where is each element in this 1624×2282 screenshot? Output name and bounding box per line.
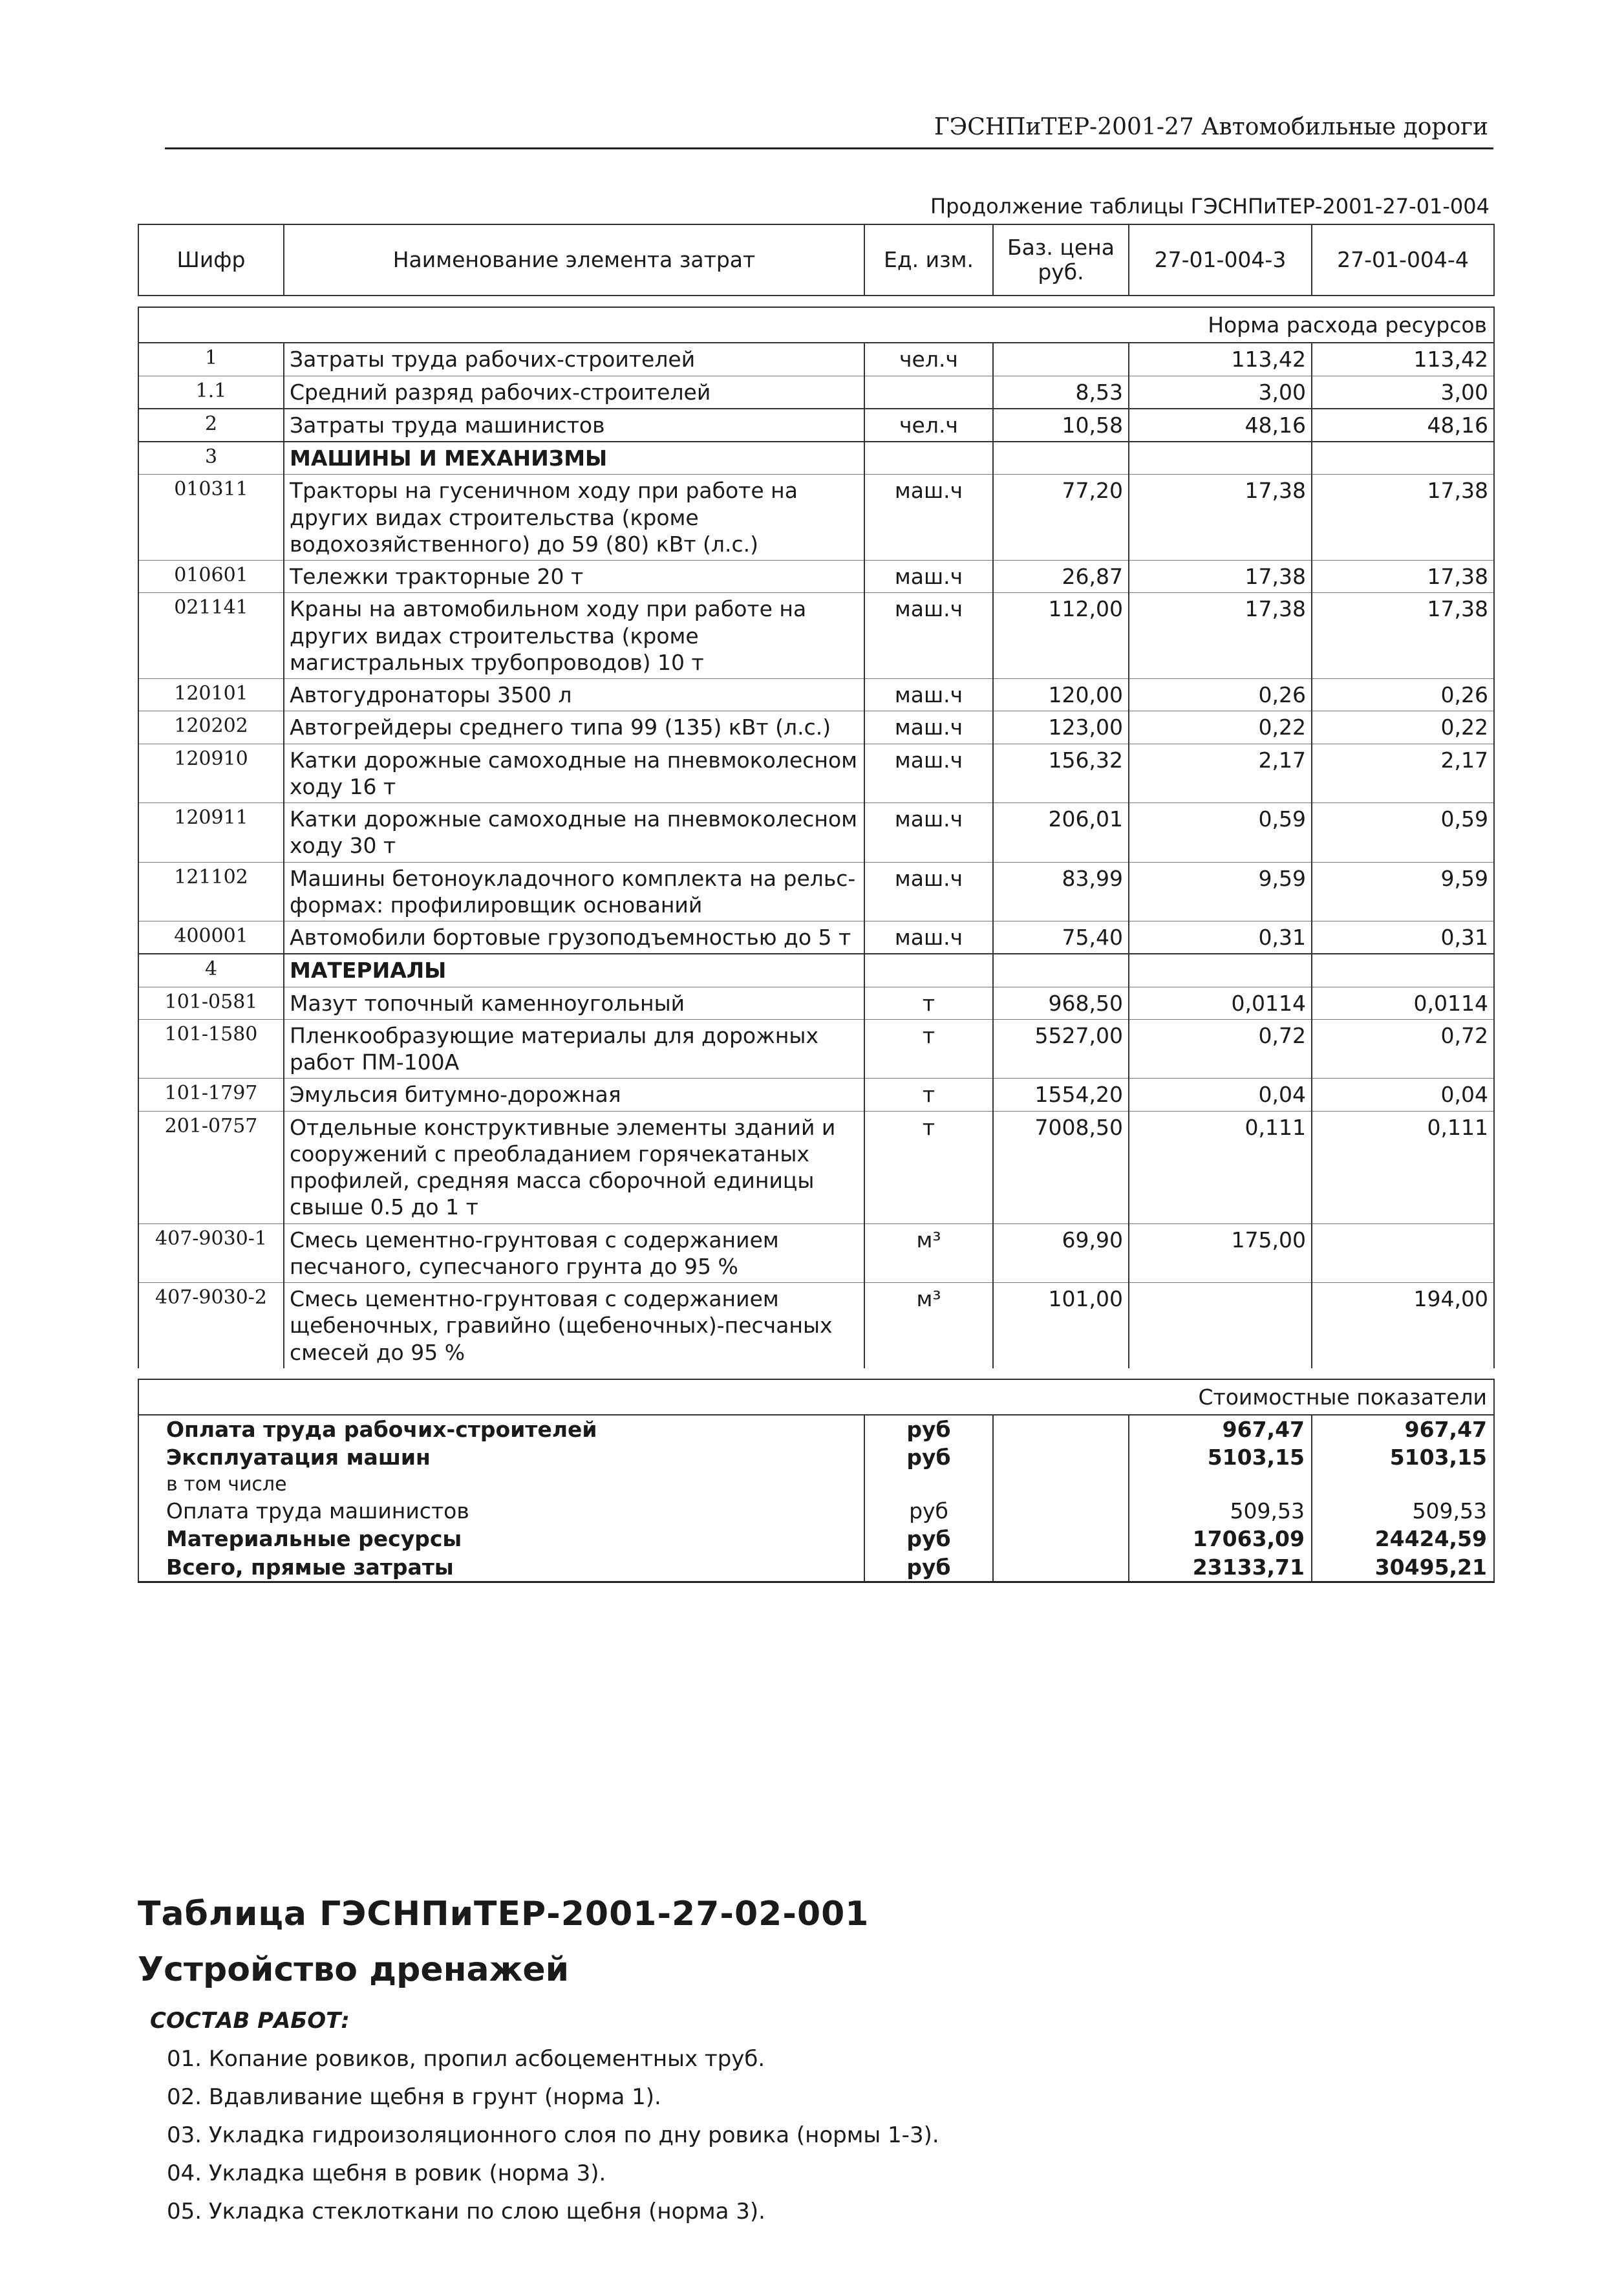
row-norm-4: 0,31 [1312, 921, 1494, 954]
row-base-price: 10,58 [993, 409, 1129, 442]
row-base-price [993, 343, 1129, 376]
row-unit: маш.ч [864, 921, 993, 954]
row-norm-3: 0,22 [1129, 711, 1312, 744]
row-norm-4 [1312, 954, 1494, 987]
row-code: 407-9030-2 [138, 1283, 284, 1368]
row-base-price: 120,00 [993, 679, 1129, 711]
column-header-norm-4: 27-01-004-4 [1312, 224, 1494, 296]
cost-unit: руб [864, 1415, 993, 1443]
cost-name: Всего, прямые затраты [138, 1553, 864, 1582]
cost-row [138, 1553, 1494, 1582]
row-base-price: 7008,50 [993, 1111, 1129, 1223]
row-code: 1.1 [138, 376, 284, 409]
table-continuation-caption: Продолжение таблицы ГЭСНПиТЕР-2001-27-01-004 [930, 194, 1490, 219]
row-norm-4: 0,04 [1312, 1079, 1494, 1111]
row-base-price: 1554,20 [993, 1079, 1129, 1111]
row-base-price: 123,00 [993, 711, 1129, 744]
cost-value-3: 23133,71 [1129, 1553, 1312, 1582]
row-base-price: 156,32 [993, 744, 1129, 803]
row-norm-4: 0,22 [1312, 711, 1494, 744]
row-code: 101-0581 [138, 987, 284, 1019]
table-row [138, 442, 1494, 475]
row-unit: маш.ч [864, 561, 993, 593]
row-norm-3: 0,111 [1129, 1111, 1312, 1223]
row-norm-4: 17,38 [1312, 561, 1494, 593]
row-norm-3: 0,04 [1129, 1079, 1312, 1111]
cost-value-3: 967,47 [1129, 1415, 1312, 1443]
row-unit [864, 954, 993, 987]
row-norm-3: 2,17 [1129, 744, 1312, 803]
row-norm-3: 0,0114 [1129, 987, 1312, 1019]
work-item: 01. Копание ровиков, пропил асбоцементных труб. [167, 2046, 765, 2072]
row-unit: чел.ч [864, 343, 993, 376]
row-unit: м³ [864, 1283, 993, 1368]
cost-value-3: 5103,15 [1129, 1443, 1312, 1471]
row-norm-4: 2,17 [1312, 744, 1494, 803]
cost-name: Материальные ресурсы [138, 1525, 864, 1553]
row-norm-3: 175,00 [1129, 1223, 1312, 1283]
table-row [138, 1111, 1494, 1223]
row-name: Средний разряд рабочих-строителей [284, 376, 864, 409]
row-norm-3: 0,59 [1129, 803, 1312, 863]
row-code: 121102 [138, 862, 284, 921]
row-name: Катки дорожные самоходные на пневмоколесном ходу 30 т [284, 803, 864, 863]
cost-caption-row [138, 1379, 1494, 1415]
cost-unit: руб [864, 1525, 993, 1553]
table-row [138, 561, 1494, 593]
row-unit: маш.ч [864, 679, 993, 711]
cost-row [138, 1497, 1494, 1525]
row-norm-4: 9,59 [1312, 862, 1494, 921]
row-unit: маш.ч [864, 803, 993, 863]
row-name: Автогрейдеры среднего типа 99 (135) кВт (л.с.) [284, 711, 864, 744]
row-unit: т [864, 1111, 993, 1223]
row-unit: маш.ч [864, 475, 993, 561]
table-row [138, 954, 1494, 987]
running-title: ГЭСНПиТЕР-2001-27 Автомобильные дороги [934, 114, 1488, 140]
row-unit: чел.ч [864, 409, 993, 442]
row-code: 010601 [138, 561, 284, 593]
row-unit [864, 376, 993, 409]
row-name: Тележки тракторные 20 т [284, 561, 864, 593]
spacer-row [138, 296, 1494, 307]
table-row [138, 711, 1494, 744]
row-code: 120202 [138, 711, 284, 744]
table-row [138, 862, 1494, 921]
table-row [138, 803, 1494, 863]
row-code: 101-1580 [138, 1019, 284, 1079]
cost-name: Оплата труда машинистов [138, 1497, 864, 1525]
cost-row [138, 1472, 1494, 1498]
row-code: 400001 [138, 921, 284, 954]
cost-caption: Стоимостные показатели [138, 1379, 1494, 1415]
row-norm-4: 0,72 [1312, 1019, 1494, 1079]
row-name: МАТЕРИАЛЫ [284, 954, 864, 987]
row-name: Краны на автомобильном ходу при работе на других видах строительства (кроме магистральных трубопроводов) 10 т [284, 593, 864, 679]
cost-name: в том числе [138, 1472, 864, 1498]
row-unit: т [864, 987, 993, 1019]
row-unit: т [864, 1079, 993, 1111]
row-code: 101-1797 [138, 1079, 284, 1111]
table-body [138, 296, 1494, 1582]
row-norm-4: 17,38 [1312, 593, 1494, 679]
table-row [138, 679, 1494, 711]
row-norm-3: 17,38 [1129, 475, 1312, 561]
table-row [138, 921, 1494, 954]
row-norm-3 [1129, 954, 1312, 987]
table-row [138, 376, 1494, 409]
row-base-price: 8,53 [993, 376, 1129, 409]
row-unit: маш.ч [864, 744, 993, 803]
column-header-name: Наименование элемента затрат [284, 224, 864, 296]
row-unit: маш.ч [864, 593, 993, 679]
cost-value-3: 509,53 [1129, 1497, 1312, 1525]
row-norm-3: 3,00 [1129, 376, 1312, 409]
row-unit [864, 442, 993, 475]
cost-value-4: 967,47 [1312, 1415, 1494, 1443]
row-base-price [993, 442, 1129, 475]
next-table-title: Таблица ГЭСНПиТЕР-2001-27-02-001 [138, 1895, 870, 1933]
page-header [165, 110, 1493, 149]
row-norm-3 [1129, 1283, 1312, 1368]
row-norm-3: 48,16 [1129, 409, 1312, 442]
row-name: Машины бетоноукладочного комплекта на рельс-формах: профилировщик оснований [284, 862, 864, 921]
table-row [138, 1223, 1494, 1283]
row-norm-3: 0,26 [1129, 679, 1312, 711]
table-row [138, 593, 1494, 679]
row-code: 120911 [138, 803, 284, 863]
resource-norms-table [138, 224, 1495, 1583]
row-name: Затраты труда рабочих-строителей [284, 343, 864, 376]
column-header-norm-3: 27-01-004-3 [1129, 224, 1312, 296]
row-base-price: 101,00 [993, 1283, 1129, 1368]
row-base-price: 83,99 [993, 862, 1129, 921]
row-unit: маш.ч [864, 711, 993, 744]
row-norm-3: 9,59 [1129, 862, 1312, 921]
cost-base-price [993, 1415, 1129, 1443]
row-base-price: 112,00 [993, 593, 1129, 679]
work-item: 05. Укладка стеклоткани по слою щебня (норма 3). [167, 2199, 765, 2224]
row-norm-3: 0,31 [1129, 921, 1312, 954]
row-base-price [993, 954, 1129, 987]
row-base-price: 968,50 [993, 987, 1129, 1019]
cost-name: Эксплуатация машин [138, 1443, 864, 1471]
cost-value-3 [1129, 1472, 1312, 1498]
row-norm-3 [1129, 442, 1312, 475]
work-item: 03. Укладка гидроизоляционного слоя по дну ровика (нормы 1-3). [167, 2122, 939, 2148]
row-code: 1 [138, 343, 284, 376]
works-list [167, 2040, 939, 2231]
cost-value-4: 30495,21 [1312, 1553, 1494, 1582]
row-norm-4: 0,111 [1312, 1111, 1494, 1223]
table-row [138, 1283, 1494, 1368]
cost-name: Оплата труда рабочих-строителей [138, 1415, 864, 1443]
cost-base-price [993, 1472, 1129, 1498]
norm-caption-row [138, 307, 1494, 343]
cost-base-price [993, 1443, 1129, 1471]
row-norm-4: 48,16 [1312, 409, 1494, 442]
table-row [138, 409, 1494, 442]
row-base-price: 75,40 [993, 921, 1129, 954]
column-header-code: Шифр [138, 224, 284, 296]
row-name: Затраты труда машинистов [284, 409, 864, 442]
table-row [138, 1019, 1494, 1079]
works-heading: СОСТАВ РАБОТ: [150, 2008, 350, 2034]
row-norm-4 [1312, 1223, 1494, 1283]
row-name: Автомобили бортовые грузоподъемностью до 5 т [284, 921, 864, 954]
row-norm-4: 0,26 [1312, 679, 1494, 711]
row-norm-4: 0,0114 [1312, 987, 1494, 1019]
row-code: 021141 [138, 593, 284, 679]
cost-unit [864, 1472, 993, 1498]
row-norm-3: 17,38 [1129, 593, 1312, 679]
row-base-price: 26,87 [993, 561, 1129, 593]
row-norm-4: 113,42 [1312, 343, 1494, 376]
cost-row [138, 1525, 1494, 1553]
row-name: Катки дорожные самоходные на пневмоколесном ходу 16 т [284, 744, 864, 803]
row-name: Мазут топочный каменноугольный [284, 987, 864, 1019]
cost-value-4: 509,53 [1312, 1497, 1494, 1525]
row-norm-4: 3,00 [1312, 376, 1494, 409]
row-norm-4 [1312, 442, 1494, 475]
row-norm-4: 0,59 [1312, 803, 1494, 863]
row-unit: т [864, 1019, 993, 1079]
row-code: 407-9030-1 [138, 1223, 284, 1283]
table-row [138, 343, 1494, 376]
row-name: Эмульсия битумно-дорожная [284, 1079, 864, 1111]
cost-value-4 [1312, 1472, 1494, 1498]
work-item: 02. Вдавливание щебня в грунт (норма 1). [167, 2084, 661, 2110]
row-base-price: 77,20 [993, 475, 1129, 561]
table-header-row [138, 224, 1494, 296]
norm-caption: Норма расхода ресурсов [138, 307, 1494, 343]
row-code: 010311 [138, 475, 284, 561]
row-norm-3: 113,42 [1129, 343, 1312, 376]
cost-value-4: 24424,59 [1312, 1525, 1494, 1553]
row-unit: м³ [864, 1223, 993, 1283]
table-row [138, 475, 1494, 561]
row-norm-4: 194,00 [1312, 1283, 1494, 1368]
row-name: Пленкообразующие материалы для дорожных работ ПМ-100А [284, 1019, 864, 1079]
cost-value-3: 17063,09 [1129, 1525, 1312, 1553]
cost-unit: руб [864, 1553, 993, 1582]
cost-base-price [993, 1497, 1129, 1525]
row-code: 3 [138, 442, 284, 475]
row-code: 120910 [138, 744, 284, 803]
column-header-unit: Ед. изм. [864, 224, 993, 296]
row-name: Смесь цементно-грунтовая с содержанием щебеночных, гравийно (щебеночных)-песчаных смесей до 95 % [284, 1283, 864, 1368]
row-norm-3: 17,38 [1129, 561, 1312, 593]
row-unit: маш.ч [864, 862, 993, 921]
row-name: Тракторы на гусеничном ходу при работе на других видах строительства (кроме водохозяйственного) до 59 (80) кВт (л.с.) [284, 475, 864, 561]
row-norm-4: 17,38 [1312, 475, 1494, 561]
cost-value-4: 5103,15 [1312, 1443, 1494, 1471]
table-row [138, 744, 1494, 803]
row-name: Автогудронаторы 3500 л [284, 679, 864, 711]
row-base-price: 69,90 [993, 1223, 1129, 1283]
row-name: МАШИНЫ И МЕХАНИЗМЫ [284, 442, 864, 475]
spacer-row [138, 1368, 1494, 1379]
row-code: 201-0757 [138, 1111, 284, 1223]
row-base-price: 5527,00 [993, 1019, 1129, 1079]
table-row [138, 1079, 1494, 1111]
next-table-subtitle: Устройство дренажей [138, 1950, 570, 1989]
cost-base-price [993, 1553, 1129, 1582]
column-header-base-price: Баз. цена руб. [993, 224, 1129, 296]
cost-unit: руб [864, 1497, 993, 1525]
work-item: 04. Укладка щебня в ровик (норма 3). [167, 2160, 606, 2186]
cost-unit: руб [864, 1443, 993, 1471]
row-base-price: 206,01 [993, 803, 1129, 863]
cost-row [138, 1415, 1494, 1443]
row-name: Отдельные конструктивные элементы зданий и сооружений с преобладанием горячекатаных профилей, средняя масса сборочной единицы свыше 0.5 до 1 т [284, 1111, 864, 1223]
cost-base-price [993, 1525, 1129, 1553]
table-row [138, 987, 1494, 1019]
row-name: Смесь цементно-грунтовая с содержанием песчаного, супесчаного грунта до 95 % [284, 1223, 864, 1283]
row-code: 120101 [138, 679, 284, 711]
row-norm-3: 0,72 [1129, 1019, 1312, 1079]
cost-row [138, 1443, 1494, 1471]
row-code: 4 [138, 954, 284, 987]
row-code: 2 [138, 409, 284, 442]
